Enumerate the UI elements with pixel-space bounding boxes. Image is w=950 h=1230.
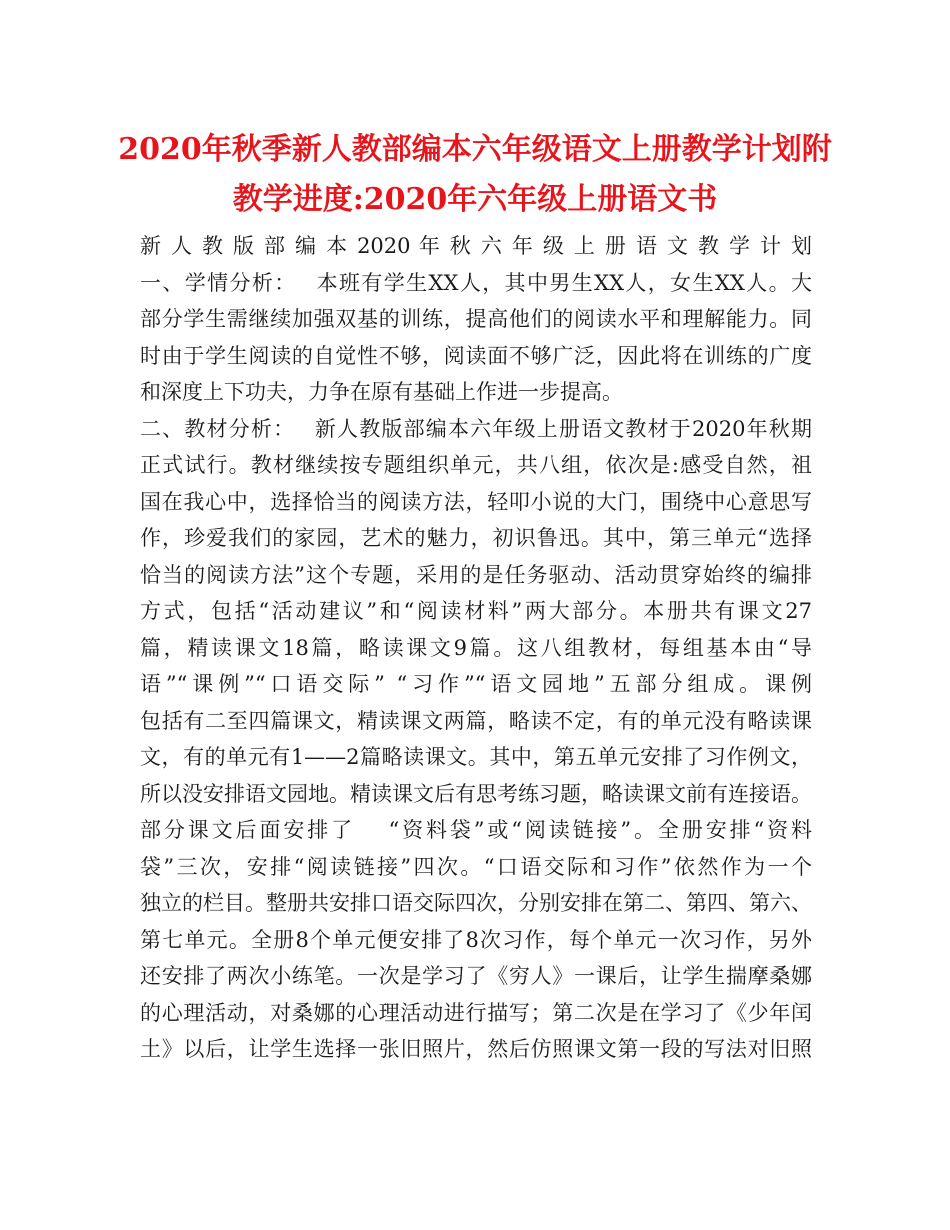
body-line: 部分课文后面安排了 “资料袋”或“阅读链接”。全册安排“资料 [140,818,812,842]
body-line: 部分学生需继续加强双基的训练，提高他们的阅读水平和理解能力。同 [140,307,812,331]
body-line: 独立的栏目。整册共安排口语交际四次，分别安排在第二、第四、第六、 [140,891,812,915]
body-line: 二、教材分析： 新人教版部编本六年级上册语文教材于2020年秋期 [140,416,812,441]
body-line: 土》以后，让学生选择一张旧照片，然后仿照课文第一段的写法对旧照 [140,1037,812,1061]
body-line: 还安排了两次小练笔。一次是学习了《穷人》一课后，让学生揣摩桑娜 [140,964,812,988]
body-line: 方式，包括“活动建议”和“阅读材料”两大部分。本册共有课文27 [140,599,812,623]
body-line: 篇，精读课文18篇，略读课文9篇。这八组教材，每组基本由“导 [140,635,812,660]
body-line: 一、学情分析： 本班有学生XX人，其中男生XX人，女生XX人。大 [140,270,812,295]
body-line: 新 人 教 版 部 编 本 2020 年 秋 六 年 级 上 册 语 文 教 学 计 划 [140,234,812,258]
document-title-line-1: 2020年秋季新人教部编本六年级语文上册教学计划附 [118,132,832,167]
body-line: 第七单元。全册8个单元便安排了8次习作，每个单元一次习作，另外 [140,927,812,952]
body-line: 语”“课例”“口语交际” “习作”“语文园地”五部分组成。课例 [140,672,812,696]
document-title-line-2: 教学进度:2020年六年级上册语文书 [232,182,718,217]
body-line: 袋”三次，安排“阅读链接”四次。“口语交际和习作”依然作为一个 [140,854,812,879]
body-line: 包括有二至四篇课文，精读课文两篇，略读不定，有的单元没有略读课 [140,708,812,733]
body-line: 所以没安排语文园地。精读课文后有思考练习题，略读课文前有连接语。 [140,781,812,806]
body-line: 和深度上下功夫，力争在原有基础上作进一步提高。 [140,380,623,404]
body-line: 时由于学生阅读的自觉性不够，阅读面不够广泛，因此将在训练的广度 [140,343,812,368]
body-line: 正式试行。教材继续按专题组织单元，共八组，依次是:感受自然，祖 [140,453,812,477]
document-body [140,228,812,1068]
body-line: 的心理活动，对桑娜的心理活动进行描写；第二次是在学习了《少年闰 [140,1000,812,1025]
body-line: 国在我心中，选择恰当的阅读方法，轻叩小说的大门，围绕中心意思写 [140,489,812,514]
body-line: 恰当的阅读方法”这个专题，采用的是任务驱动、活动贯穿始终的编排 [140,562,812,587]
body-line: 文，有的单元有1——2篇略读课文。其中，第五单元安排了习作例文， [140,745,812,769]
body-line: 作，珍爱我们的家园，艺术的魅力，初识鲁迅。其中，第三单元“选择 [140,526,812,550]
